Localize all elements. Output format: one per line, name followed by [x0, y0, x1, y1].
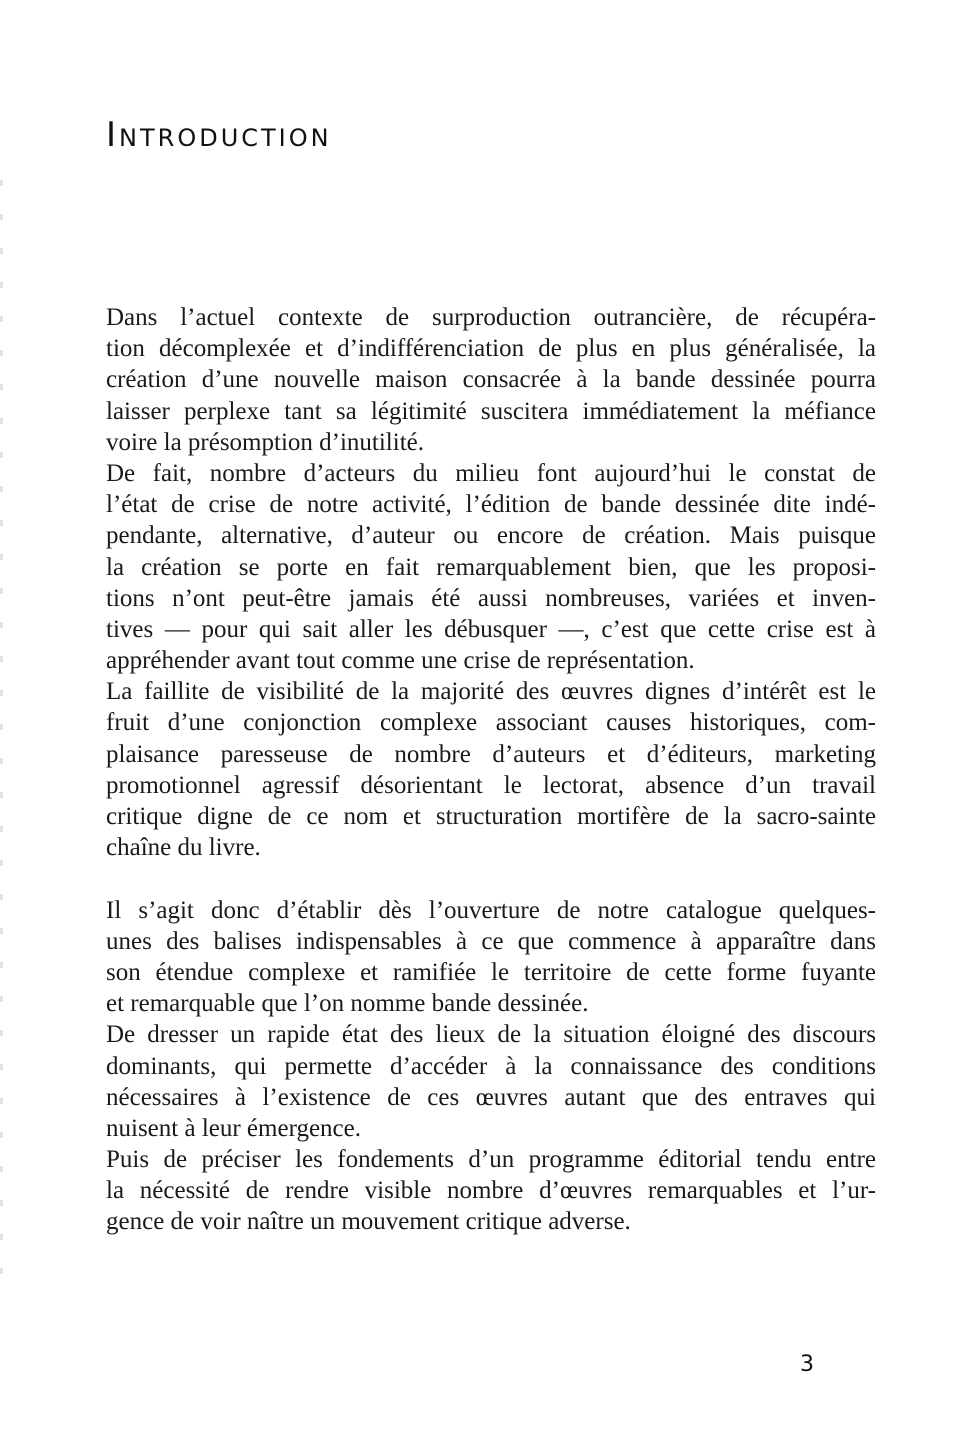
text-line: tives — pour qui sait aller les débusquer —, c’est que cette crise est à [106, 615, 876, 643]
text-line: création d’une nouvelle maison consacrée à la bande dessinée pourra [106, 366, 876, 394]
text-line: voire la présomption d’inutilité. [106, 428, 424, 456]
text-line: laisser perplexe tant sa légitimité suscitera immédiatement la méfiance [106, 397, 876, 425]
text-line: dominants, qui permette d’accéder à la connaissance des conditions [106, 1052, 876, 1080]
body-text [106, 302, 876, 1238]
text-line: De fait, nombre d’acteurs du milieu font aujourd’hui le constat de [106, 459, 876, 487]
text-line: la création se porte en fait remarquablement bien, que les proposi- [106, 553, 876, 581]
page-edge-marks [0, 180, 3, 1280]
text-line: plaisance paresseuse de nombre d’auteurs et d’éditeurs, marketing [106, 740, 876, 768]
text-line: son étendue complexe et ramifiée le territoire de cette forme fuyante [106, 958, 876, 986]
text-line: gence de voir naître un mouvement critique adverse. [106, 1208, 631, 1236]
text-line: Dans l’actuel contexte de surproduction outrancière, de récupéra- [106, 304, 876, 331]
text-line: Il s’agit donc d’établir dès l’ouverture de notre catalogue quelques- [106, 896, 876, 924]
paragraph-gap [106, 863, 876, 894]
text-line: nécessaires à l’existence de ces œuvres autant que des entraves qui [106, 1083, 876, 1111]
text-line: tion décomplexée et d’indifférenciation de plus en plus généralisée, la [106, 335, 876, 363]
text-line: La faillite de visibilité de la majorité des œuvres dignes d’intérêt est le [106, 678, 876, 706]
text-line: la nécessité de rendre visible nombre d’œuvres remarquables et l’ur- [106, 1177, 876, 1205]
text-line: Puis de préciser les fondements d’un programme éditorial tendu entre [106, 1146, 876, 1174]
paragraph-5 [106, 1019, 876, 1144]
text-line: l’état de crise de notre activité, l’édition de bande dessinée dite indé- [106, 491, 876, 519]
paragraph-2 [106, 458, 876, 676]
text-line: unes des balises indispensables à ce que commence à apparaître dans [106, 927, 876, 955]
paragraph-6 [106, 1144, 876, 1238]
paragraph-3 [106, 676, 876, 863]
text-line: pendante, alternative, d’auteur ou encore de création. Mais puisque [106, 522, 876, 550]
text-line: fruit d’une conjonction complexe associant causes historiques, com- [106, 709, 876, 737]
paragraph-4 [106, 895, 876, 1020]
page-number: 3 [800, 1352, 814, 1377]
text-line: nuisent à leur émergence. [106, 1114, 361, 1142]
text-line: et remarquable que l’on nomme bande dessinée. [106, 990, 589, 1018]
text-line: chaîne du livre. [106, 834, 261, 862]
text-line: De dresser un rapide état des lieux de la situation éloigné des discours [106, 1021, 876, 1049]
text-line: appréhender avant tout comme une crise de représentation. [106, 647, 695, 675]
paragraph-1 [106, 302, 876, 458]
text-line: critique digne de ce nom et structuration mortifère de la sacro-sainte [106, 803, 876, 830]
text-line: tions n’ont peut-être jamais été aussi nombreuses, variées et inven- [106, 584, 876, 612]
chapter-title: Introduction [106, 115, 332, 155]
text-line: promotionnel agressif désorientant le lectorat, absence d’un travail [106, 771, 876, 799]
